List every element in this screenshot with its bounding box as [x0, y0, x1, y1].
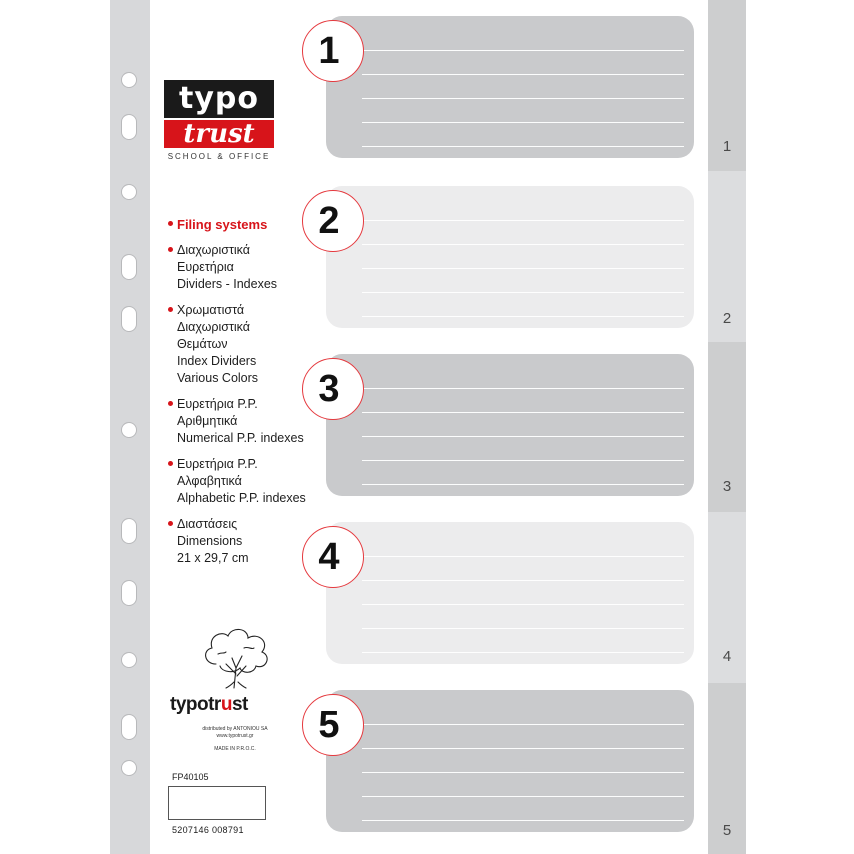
divider-card: [326, 16, 694, 158]
feature-line: Index Dividers: [177, 354, 257, 368]
writing-line: [362, 146, 684, 147]
tab-label: 2: [722, 310, 732, 327]
divider-card: [326, 354, 694, 496]
punch-hole: [121, 254, 137, 280]
divider-number: 3: [318, 368, 340, 410]
divider-number-badge: [302, 20, 364, 82]
punch-hole-strip: [110, 0, 150, 854]
writing-line: [362, 220, 684, 221]
logo-tagline: SCHOOL & OFFICE: [167, 152, 271, 161]
feature-line: Ευρετήρια P.P.: [177, 397, 258, 411]
writing-line: [362, 652, 684, 653]
feature-line: Διαστάσεις: [177, 517, 238, 531]
writing-line: [362, 50, 684, 51]
writing-line: [362, 316, 684, 317]
origin-text: MADE IN P.R.O.C.: [214, 746, 256, 752]
typotrust-wordmark: [170, 694, 280, 716]
punch-hole: [121, 306, 137, 332]
punch-hole: [121, 760, 137, 776]
writing-line: [362, 74, 684, 75]
divider-number: 2: [318, 200, 340, 242]
feature-line: Διαχωριστικά: [177, 243, 250, 257]
feature-line: Ευρετήρια: [177, 260, 234, 274]
writing-line: [362, 556, 684, 557]
punch-hole: [121, 422, 137, 438]
logo-trust-text: trust: [164, 120, 274, 148]
writing-line: [362, 98, 684, 99]
divider-card: [326, 186, 694, 328]
feature-line: Dimensions: [177, 534, 243, 548]
feature-line: Χρωματιστά: [177, 303, 245, 317]
punch-hole: [121, 114, 137, 140]
feature-line: 21 x 29,7 cm: [177, 551, 249, 565]
punch-hole: [121, 72, 137, 88]
product-code: FP40105: [172, 772, 209, 782]
distributor-text: distributed by ANTONIOU SA: [202, 726, 268, 732]
divider-number: 1: [318, 30, 340, 72]
wordmark-part: typotr: [170, 694, 221, 715]
tab-label: 5: [722, 822, 732, 839]
feature-line: Various Colors: [177, 371, 259, 385]
feature-line: Numerical P.P. indexes: [177, 431, 304, 445]
writing-line: [362, 820, 684, 821]
divider-number: 4: [318, 536, 340, 578]
feature-line: Filing systems: [177, 217, 268, 232]
feature-line: Ευρετήρια P.P.: [177, 457, 258, 471]
tree-icon: [196, 624, 276, 690]
writing-line: [362, 460, 684, 461]
tab-label: 4: [722, 648, 732, 665]
label-box: [168, 786, 266, 820]
divider-number-badge: [302, 526, 364, 588]
punch-hole: [121, 184, 137, 200]
typotrust-logo: [164, 80, 274, 161]
website-text: www.typotrust.gr: [216, 733, 254, 739]
feature-line: Θεμάτων: [177, 337, 228, 351]
writing-line: [362, 436, 684, 437]
wordmark-part: st: [231, 694, 248, 715]
writing-line: [362, 292, 684, 293]
writing-line: [362, 604, 684, 605]
writing-line: [362, 580, 684, 581]
barcode-number: 5207146 008791: [172, 825, 244, 835]
feature-line: Αλφαβητικά: [177, 474, 242, 488]
writing-line: [362, 122, 684, 123]
tab-strip: [708, 0, 746, 854]
punch-hole: [121, 652, 137, 668]
feature-line: Αριθμητικά: [177, 414, 238, 428]
punch-hole: [121, 714, 137, 740]
writing-line: [362, 724, 684, 725]
feature-line: Alphabetic P.P. indexes: [177, 491, 306, 505]
distributor-info: [200, 726, 270, 753]
wordmark-accent: u: [220, 694, 232, 715]
punch-hole: [121, 518, 137, 544]
writing-line: [362, 268, 684, 269]
feature-line: Διαχωριστικά: [177, 320, 250, 334]
feature-line: Dividers - Indexes: [177, 277, 278, 291]
divider-card: [326, 690, 694, 832]
writing-line: [362, 412, 684, 413]
writing-line: [362, 628, 684, 629]
feature-item: [168, 456, 338, 507]
divider-number: 5: [318, 704, 340, 746]
writing-line: [362, 748, 684, 749]
divider-number-badge: [302, 190, 364, 252]
punch-hole: [121, 580, 137, 606]
writing-line: [362, 796, 684, 797]
tab-label: 1: [722, 138, 732, 155]
writing-line: [362, 772, 684, 773]
writing-line: [362, 244, 684, 245]
logo-typo-text: typo: [164, 80, 274, 118]
writing-line: [362, 484, 684, 485]
divider-number-badge: [302, 358, 364, 420]
divider-card: [326, 522, 694, 664]
writing-line: [362, 388, 684, 389]
tab-label: 3: [722, 478, 732, 495]
divider-number-badge: [302, 694, 364, 756]
